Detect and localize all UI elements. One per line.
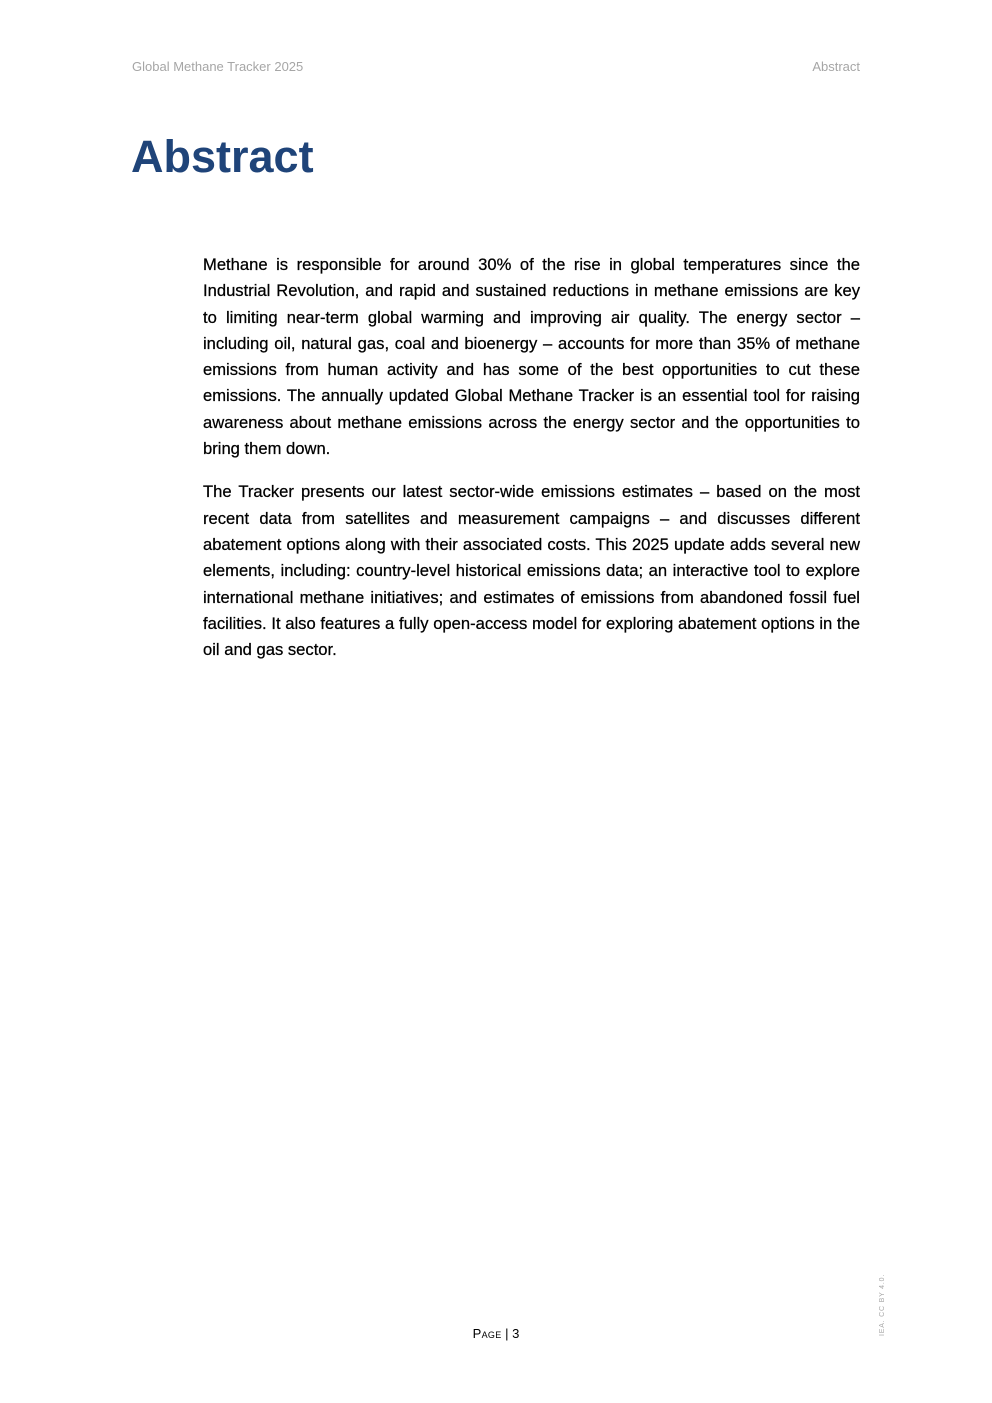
- page-separator: |: [501, 1326, 513, 1341]
- abstract-paragraph-1: Methane is responsible for around 30% of the rise in global temperatures since the Industrial Revolution, and rapid and sustained reductions in methane emissions are key to limiting near-term global warming and improving air quality. The energy sector – including oil, natural gas, coal and bioenergy – accounts for more than 35% of methane emissions from human activity and has some of the best opportunities to cut these emissions. The annually updated Global Methane Tracker is an essential tool for raising awareness about methane emissions across the energy sector and the opportunities to bring them down.: [203, 255, 860, 459]
- header-document-title: Global Methane Tracker 2025: [132, 59, 304, 74]
- running-header: [132, 59, 860, 75]
- page-footer: [0, 1326, 992, 1341]
- page-title: Abstract: [131, 131, 314, 182]
- page-number: 3: [512, 1326, 520, 1341]
- abstract-body: [203, 252, 860, 680]
- page-label: Page: [472, 1326, 502, 1341]
- license-notice: IEA. CC BY 4.0.: [879, 1273, 886, 1336]
- abstract-paragraph-2: The Tracker presents our latest sector-wide emissions estimates – based on the most recent data from satellites and measurement campaigns – and discusses different abatement options along with their associated costs. This 2025 update adds several new elements, including: country-level historical emissions data; an interactive tool to explore international methane initiatives; and estimates of emissions from abandoned fossil fuel facilities. It also features a fully open-access model for exploring abatement options in the oil and gas sector.: [203, 482, 860, 660]
- header-section-title: Abstract: [812, 59, 860, 74]
